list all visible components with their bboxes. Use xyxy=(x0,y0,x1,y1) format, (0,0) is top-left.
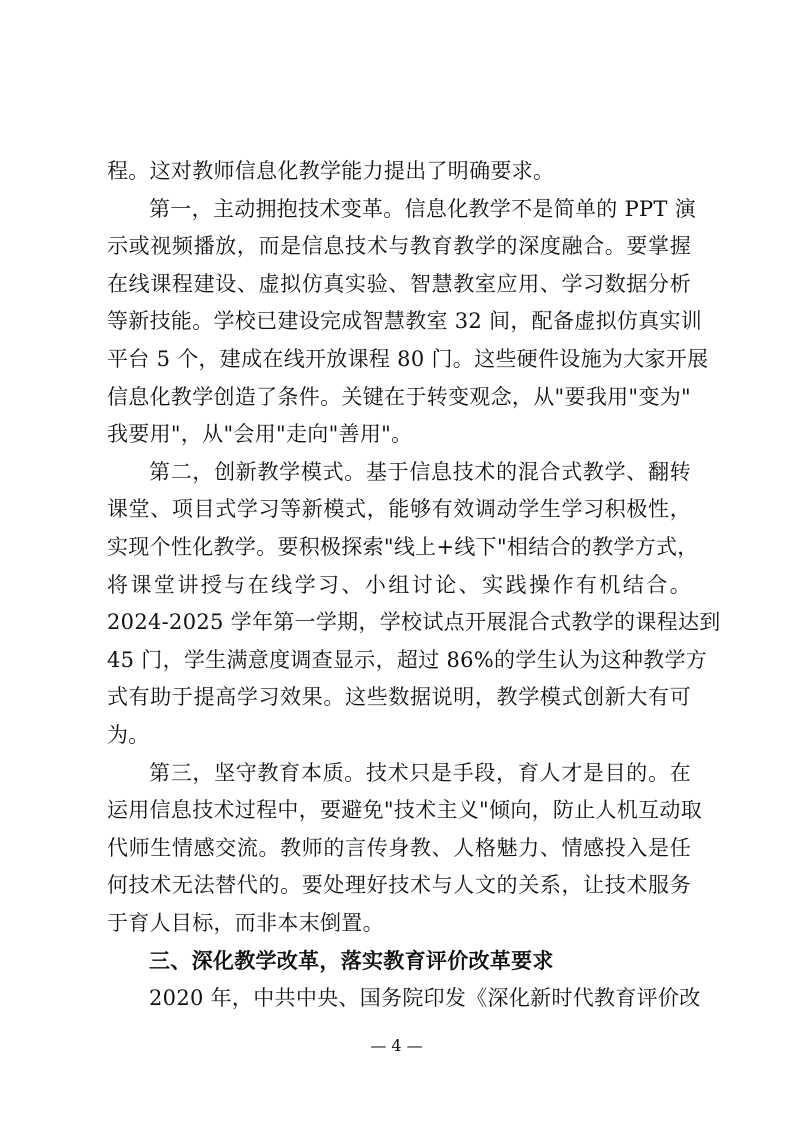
text-line: 运用信息技术过程中，要避免"技术主义"倾向，防止人机互动取 xyxy=(107,798,703,823)
text-line: 信息化教学创造了条件。关键在于转变观念，从"要我用"变为" xyxy=(107,384,691,409)
text-line: 将课堂讲授与在线学习、小组讨论、实践操作有机结合。 xyxy=(107,572,691,597)
paragraph-first-line: 第三，坚守教育本质。技术只是手段，育人才是目的。在 xyxy=(149,760,691,785)
paragraph-first-line: 第一，主动拥抱技术变革。信息化教学不是简单的 PPT 演 xyxy=(149,196,697,221)
text-line: 课堂、项目式学习等新模式，能够有效调动学生学习积极性， xyxy=(107,497,691,522)
text-line: 式有助于提高学习效果。这些数据说明，教学模式创新大有可 xyxy=(107,685,691,710)
paragraph-first-line: 第二，创新教学模式。基于信息技术的混合式教学、翻转 xyxy=(149,459,691,484)
text-line: 45 门，学生满意度调查显示，超过 86%的学生认为这种教学方 xyxy=(107,647,708,672)
section-heading: 三、深化教学改革，落实教育评价改革要求 xyxy=(149,948,554,974)
page-number: — 4 — xyxy=(370,1036,423,1055)
text-line: 实现个性化教学。要积极探索"线上+线下"相结合的教学方式， xyxy=(107,534,699,559)
text-line: 等新技能。学校已建设完成智慧教室 32 间，配备虚拟仿真实训 xyxy=(107,309,703,334)
paragraph-first-line: 2020 年，中共中央、国务院印发《深化新时代教育评价改 xyxy=(149,986,701,1011)
text-line: 在线课程建设、虚拟仿真实验、智慧教室应用、学习数据分析 xyxy=(107,271,691,296)
text-line: 于育人目标，而非本末倒置。 xyxy=(107,910,384,935)
text-line: 为。 xyxy=(107,722,150,747)
text-line: 2024-2025 学年第一学期，学校试点开展混合式教学的课程达到 xyxy=(107,610,721,635)
text-line: 何技术无法替代的。要处理好技术与人文的关系，让技术服务 xyxy=(107,873,691,898)
text-line: 代师生情感交流。教师的言传身教、人格魅力、情感投入是任 xyxy=(107,835,691,860)
text-line: 平台 5 个，建成在线开放课程 80 门。这些硬件设施为大家开展 xyxy=(107,346,709,371)
text-line: 示或视频播放，而是信息技术与教育教学的深度融合。要掌握 xyxy=(107,234,691,259)
text-line: 程。这对教师信息化教学能力提出了明确要求。 xyxy=(107,159,555,183)
text-line: 我要用"，从"会用"走向"善用"。 xyxy=(107,422,413,447)
document-body xyxy=(107,153,721,1018)
